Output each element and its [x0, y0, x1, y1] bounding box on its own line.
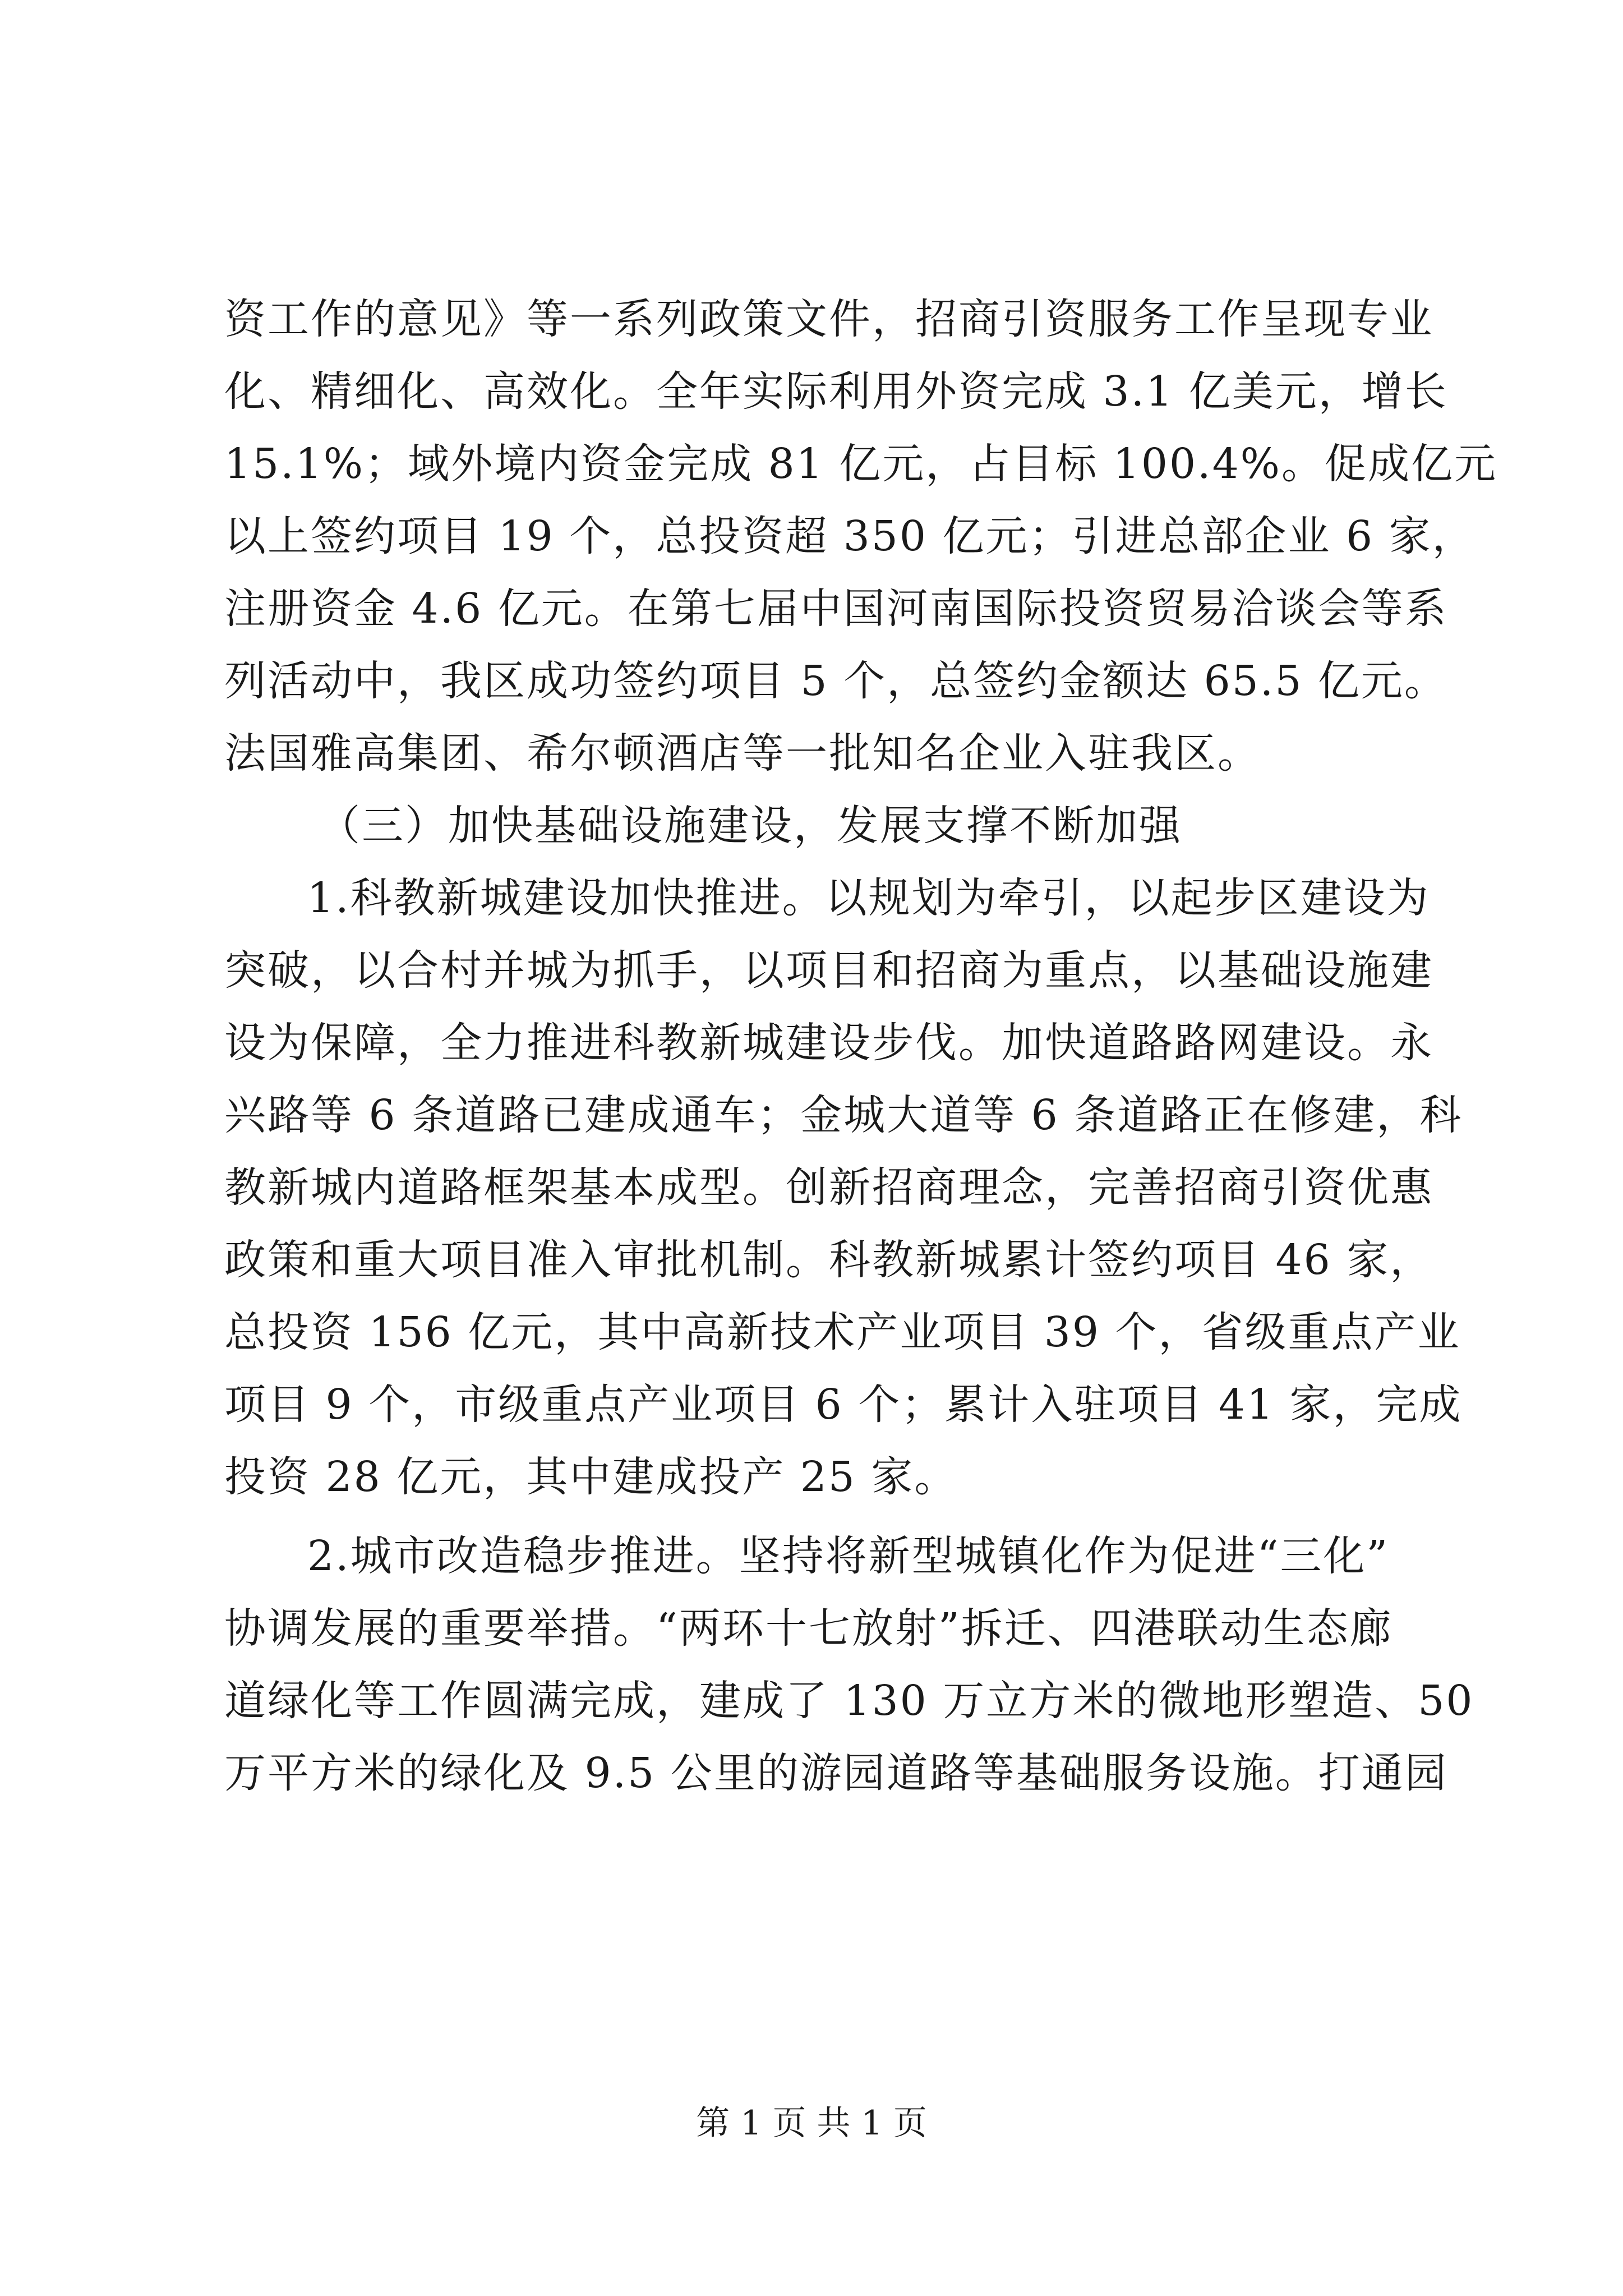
text-line: 万平方米的绿化及 9.5 公里的游园道路等基础服务设施。打通园 — [224, 1749, 1448, 1797]
section-heading: （三）加快基础设施建设，发展支撑不断加强 — [319, 802, 1182, 850]
paragraph-spacer — [224, 1513, 1413, 1520]
text-line: 以上签约项目 19 个，总投资超 350 亿元；引进总部企业 6 家， — [224, 512, 1476, 560]
text-line: 政策和重大项目准入审批机制。科教新城累计签约项目 46 家， — [224, 1236, 1433, 1284]
page-footer — [0, 2101, 1623, 2146]
text-line: 教新城内道路框架基本成型。创新招商理念，完善招商引资优惠 — [224, 1163, 1433, 1212]
text-line: 设为保障，全力推进科教新城建设步伐。加快道路路网建设。永 — [224, 1019, 1433, 1067]
text-line: 项目 9 个，市级重点产业项目 6 个；累计入驻项目 41 家，完成 — [224, 1381, 1463, 1429]
text-line: 注册资金 4.6 亿元。在第七届中国河南国际投资贸易洽谈会等系 — [224, 585, 1448, 633]
text-line: 投资 28 亿元，其中建成投产 25 家。 — [224, 1453, 958, 1501]
document-body — [224, 283, 1497, 1810]
text-line: 总投资 156 亿元，其中高新技术产业项目 39 个，省级重点产业 — [224, 1308, 1461, 1356]
text-line: 15.1%；域外境内资金完成 81 亿元，占目标 100.4%。促成亿元 — [224, 440, 1497, 488]
text-line: 道绿化等工作圆满完成，建成了 130 万立方米的微地形塑造、50 — [224, 1677, 1474, 1725]
text-line: 列活动中，我区成功签约项目 5 个，总签约金额达 65.5 亿元。 — [224, 657, 1447, 705]
paragraph-first-line: 1.科教新城建设加快推进。以规划为牵引，以起步区建设为 — [307, 874, 1430, 922]
text-line: 化、精细化、高效化。全年实际利用外资完成 3.1 亿美元，增长 — [224, 367, 1448, 416]
text-line: 协调发展的重要举措。“两环十七放射”拆迁、四港联动生态廊 — [224, 1604, 1393, 1653]
text-line: 兴路等 6 条道路已建成通车；金城大道等 6 条道路正在修建，科 — [224, 1091, 1463, 1139]
paragraph-first-line: 2.城市改造稳步推进。坚持将新型城镇化作为促进“三化” — [307, 1532, 1390, 1580]
text-line: 资工作的意见》等一系列政策文件，招商引资服务工作呈现专业 — [224, 295, 1433, 343]
text-line: 突破，以合村并城为抓手，以项目和招商为重点，以基础设施建 — [224, 946, 1433, 995]
text-line: 法国雅高集团、希尔顿酒店等一批知名企业入驻我区。 — [224, 729, 1261, 777]
page-number-label: 第 1 页 共 1 页 — [696, 2104, 927, 2143]
